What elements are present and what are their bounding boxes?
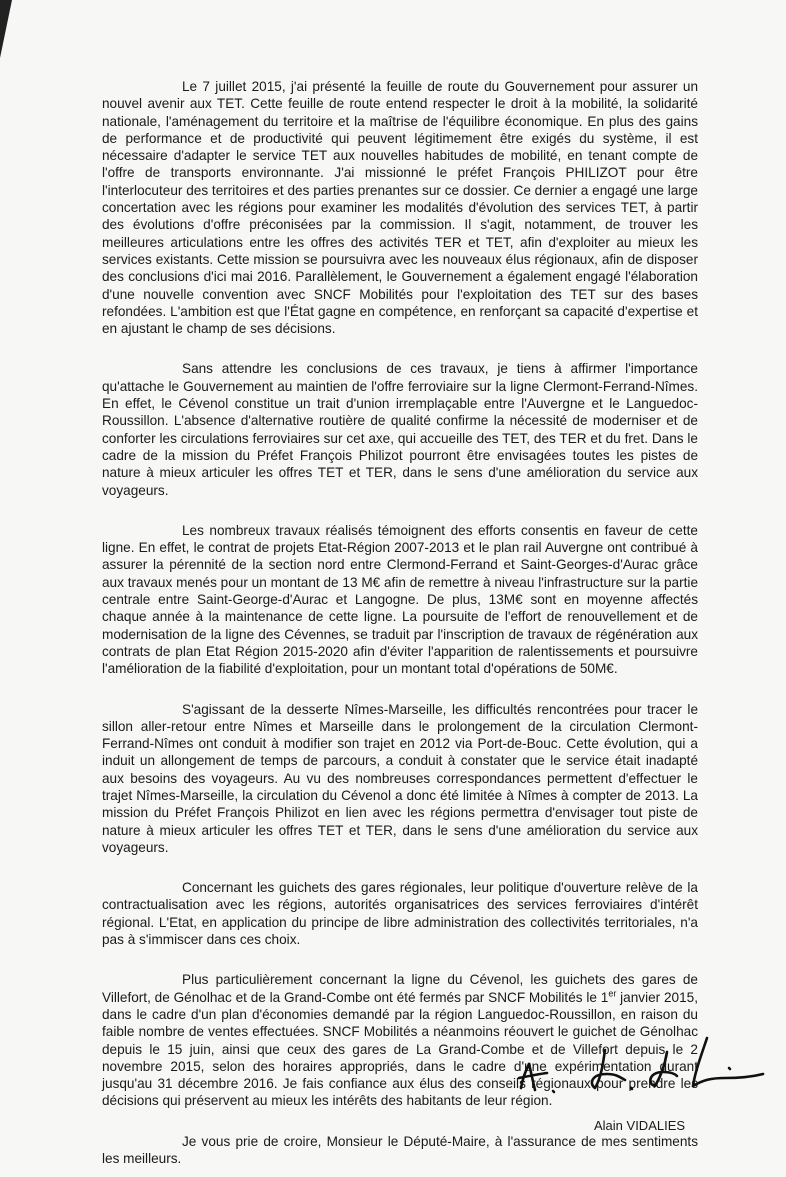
ordinal-superscript: er: [608, 988, 617, 999]
paragraph-feuille-de-route: Le 7 juillet 2015, j'ai présenté la feuille de route du Gouvernement pour assurer un nouvel avenir aux TET. Cette feuille de route entend respecter le droit à la mobilité, la solidarité nationale, l'aménagement du territoire et la maîtrise de l'équilibre économique. En plus des gains de performance et de productivité qui peuvent légitimement être exigés du système, il est nécessaire d'adapter le service TET aux nouvelles habitudes de mobilité, en tenant compte de l'offre de transports environnante. J'ai missionné le préfet François PHILIZOT pour être l'interlocuteur des territoires et des parties prenantes sur ce dossier. Ce dernier a engagé une large concertation avec les régions pour examiner les modalités d'évolution des services TET, à partir des évolutions d'offre préconisées par la commission. Il s'agit, notamment, de trouver les meilleures articulations entre les offres des activités TER et TET, afin d'exploiter au mieux les services existants. Cette mission se poursuivra avec les nouveaux élus régionaux, afin de disposer des conclusions d'ici mai 2016. Parallèlement, le Gouvernement a également engagé l'élaboration d'une nouvelle convention avec SNCF Mobilités pour l'exploitation des TET sur des bases refondées. L'ambition est que l'État gagne en compétence, en renforçant sa capacité d'expertise et en ajustant le champ de ses décisions.: [102, 79, 698, 337]
paragraph-6-start: Plus particulièrement concernant la ligne du Cévenol, les guichets des gares de Villefort, de Génolhac et de la Grand-Combe ont été fermés par SNCF Mobilités le 1: [102, 972, 698, 1005]
closing-formula: Je vous prie de croire, Monsieur le Député-Maire, à l'assurance de mes sentiments les meilleurs.: [102, 1133, 698, 1167]
paragraph-nimes-marseille: S'agissant de la desserte Nîmes-Marseille, les difficultés rencontrées pour tracer le sillon aller-retour entre Nîmes et Marseille dans le prolongement de la circulation Clermont-Ferrand-Nîmes ont conduit à modifier son trajet en 2012 via Port-de-Bouc. Cette évolution, qui a induit un allongement de temps de parcours, a conduit à constater que le service était inadapté aux besoins des voyageurs. Au vu des nombreuses correspondances permettent d'effectuer le trajet Nîmes-Marseille, la circulation du Cévenol a donc été limitée à Nîmes à compter de 2013. La mission du Préfet François Philizot en lien avec les régions permettra d'envisager tout piste de nature à mieux articuler les offres TET et TER, dans le sens d'une amélioration du service aux voyageurs.: [102, 701, 698, 855]
paragraph-travaux: Les nombreux travaux réalisés témoignent des efforts consentis en faveur de cette ligne. En effet, le contrat de projets Etat-Région 2007-2013 et le plan rail Auvergne ont contribué à assurer la pérennité de la section nord entre Clermond-Ferrand et Saint-Georges-d'Aurac grâce aux travaux menés pour un montant de 13 M€ afin de remettre à niveau l'infrastructure sur la partie centrale entre Saint-George-d'Aurac et Langogne. De plus, 13M€ sont en moyenne affectés chaque année à la maintenance de cette ligne. La poursuite de l'effort de renouvellement et de modernisation de la ligne des Cévennes, se traduit par l'inscription de travaux de régénération aux contrats de plan Etat Région 2015-2020 afin d'éviter l'apparition de ralentissements et poursuivre l'amélioration de la fiabilité d'exploitation, pour un montant total d'opérations de 50M€.: [102, 522, 698, 677]
scan-corner-mark: [0, 0, 12, 58]
paragraph-6-end: janvier 2015, dans le cadre d'un plan d'économies demandé par la région Languedoc-Roussillon, en raison du faible nombre de ventes effectuées. SNCF Mobilités a néanmoins réouvert le guichet de Génolhac depuis le 15 juin, ainsi que ceux des gares de La Grand-Combe et de Villefort depuis le 2 novembre 2015, selon des horaires appropriés, dans le cadre d'une expérimentation durant jusqu'au 31 décembre 2016. Je fais confiance aux élus des conseils régionaux pour prendre les décisions qui préservent au mieux les intérêts des habitants de leur région.: [102, 989, 698, 1109]
paragraph-maintien-offre: Sans attendre les conclusions de ces travaux, je tiens à affirmer l'importance qu'attache le Gouvernement au maintien de l'offre ferroviaire sur la ligne Clermont-Ferrand-Nîmes. En effet, le Cévenol constitue un trait d'union irremplaçable entre l'Auvergne et le Languedoc-Roussillon. L'absence d'alternative routière de qualité confirme la nécessité de moderniser et de conforter les circulations ferroviaires sur cet axe, qui accueille des TET, des TER et du fret. Dans le cadre de la mission du Préfet François Philizot pourront être envisagées toutes les pistes de nature à mieux articuler les offres TET et TER, dans le sens d'une amélioration du service aux voyageurs.: [102, 361, 698, 498]
handwritten-signature: [515, 1028, 775, 1108]
paragraph-guichets-regionaux: Concernant les guichets des gares régionales, leur politique d'ouverture relève de la contractualisation avec les régions, autorités organisatrices des services ferroviaires d'intérêt régional. L'Etat, en application du principe de libre administration des collectivités territoriales, n'a pas à s'immiscer dans ces choix.: [102, 880, 698, 948]
letter-body: [102, 78, 698, 1167]
signer-name: Alain VIDALIES: [594, 1118, 686, 1133]
